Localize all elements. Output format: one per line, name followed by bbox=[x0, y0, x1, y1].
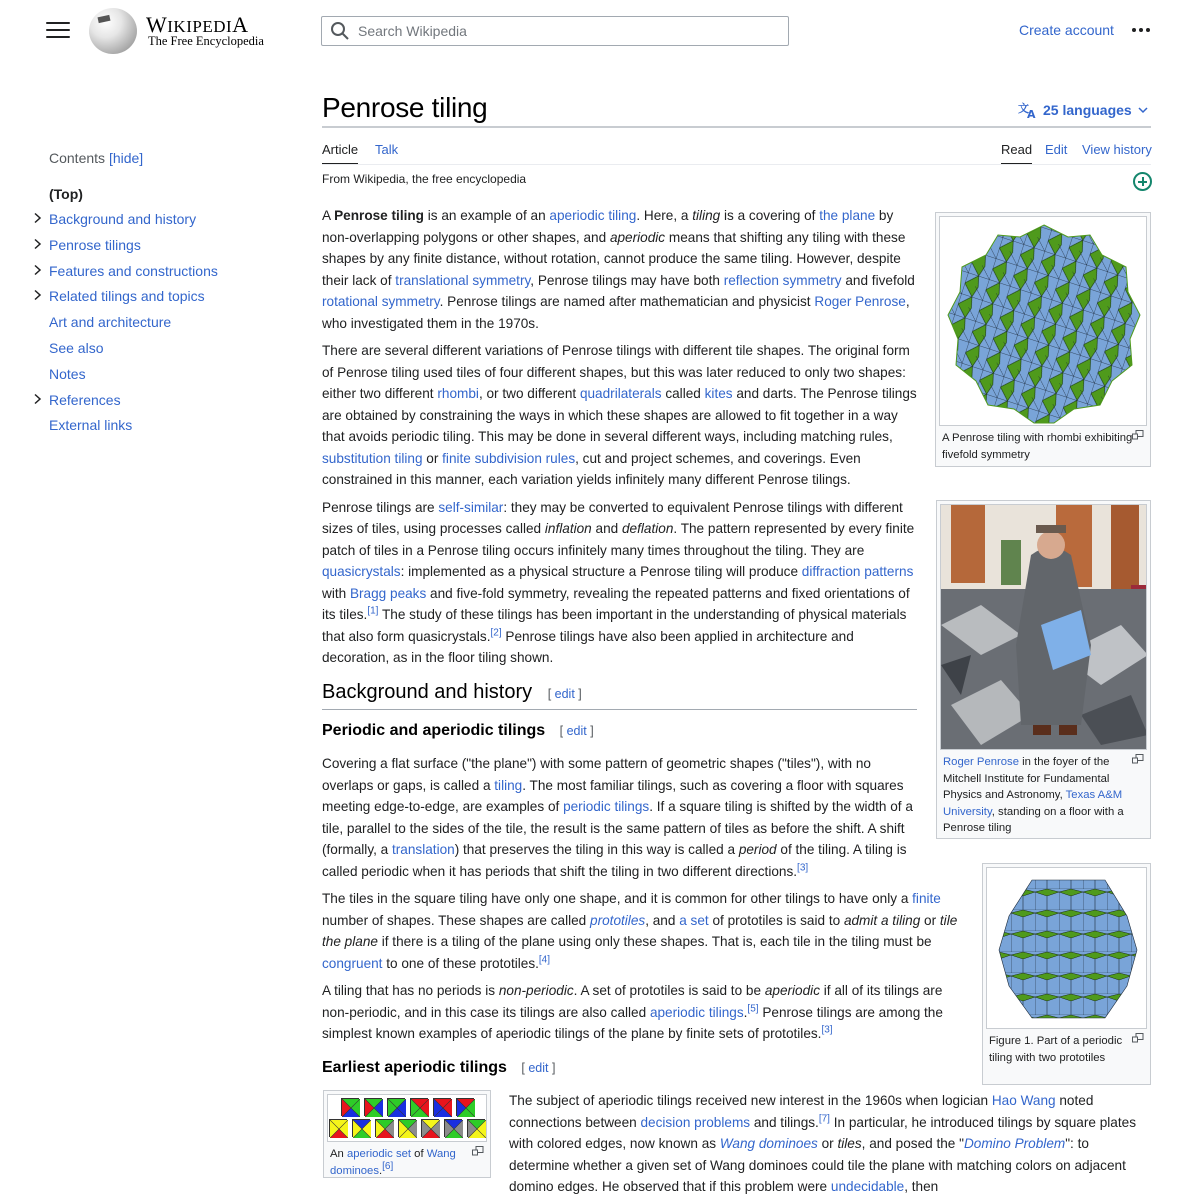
wang-tile bbox=[387, 1098, 405, 1116]
toc-item-label[interactable]: Art and architecture bbox=[49, 314, 172, 331]
tab-read[interactable]: Read bbox=[1001, 142, 1032, 165]
search-input[interactable] bbox=[358, 23, 758, 39]
toc-item-label[interactable]: Background and history bbox=[49, 211, 197, 227]
tab-view-history[interactable]: View history bbox=[1082, 142, 1152, 157]
link-aperiodic-set[interactable]: aperiodic set bbox=[346, 1148, 412, 1160]
link-wang-dominoes[interactable]: Wang dominoes bbox=[719, 1136, 818, 1151]
toc-item-label[interactable]: References bbox=[49, 391, 121, 408]
wang-tiles-row-2 bbox=[328, 1119, 486, 1137]
toc-item-top[interactable]: (Top) bbox=[49, 186, 83, 202]
ellipsis-icon bbox=[1132, 28, 1136, 32]
svg-text:A: A bbox=[1027, 108, 1036, 119]
citation-4[interactable]: [4] bbox=[538, 953, 551, 965]
wang-tile bbox=[456, 1098, 474, 1116]
link-self-similar[interactable]: self-similar bbox=[438, 499, 504, 515]
figure-caption: Roger Penrose in the foyer of the Mitchell Institute for Fundamental Physics and Astronomy, Texas A&M University, standing on a floor with a Penrose tiling bbox=[940, 750, 1147, 839]
lead-paragraph-2: There are several different variations of Penrose tilings with different tile shapes. The original form of Penrose tiling used tiles of four different shapes, but this was later reduced to only two shapes: either two different rhombi, or two different quadrilaterals called kites and darts. The Penrose tilings are obtained by constraining the ways in which these shapes are allowed to fit together in a way that avoids periodic tiling. This may be done in several different ways, including matching rules, substitution tiling or finite subdivision rules, cut and project schemes, and coverings. Even constrained in this manner, each variation yields infinitely many different Penrose tilings. bbox=[322, 343, 917, 487]
link-tiling[interactable]: tiling bbox=[494, 777, 523, 793]
add-to-watchlist-icon[interactable] bbox=[1133, 172, 1152, 191]
link-bragg-peaks[interactable]: Bragg peaks bbox=[349, 585, 427, 601]
ellipsis-icon-dot bbox=[1146, 28, 1150, 32]
more-options-button[interactable] bbox=[1132, 28, 1150, 32]
citation-6[interactable]: [6] bbox=[382, 1160, 394, 1172]
link-aperiodic-tilings[interactable]: aperiodic tilings bbox=[649, 1004, 744, 1020]
figure-roger-penrose-photo bbox=[936, 500, 1151, 839]
link-prototiles[interactable]: prototiles bbox=[590, 912, 646, 928]
figure-caption: An aperiodic set of Wang dominoes.[6] bbox=[327, 1142, 487, 1181]
roger-penrose-photo[interactable] bbox=[940, 504, 1147, 750]
wikipedia-tagline: The Free Encyclopedia bbox=[148, 34, 264, 48]
toc-list bbox=[32, 210, 282, 442]
link-translation[interactable]: translation bbox=[392, 842, 455, 857]
translate-icon bbox=[1018, 101, 1038, 119]
citation-2[interactable]: [2] bbox=[490, 626, 502, 638]
link-domino-problem[interactable]: Domino Problem bbox=[963, 1136, 1066, 1151]
language-selector-button[interactable] bbox=[1018, 101, 1149, 119]
ellipsis-icon-dot bbox=[1139, 28, 1143, 32]
toc-item-see-also[interactable] bbox=[32, 339, 282, 365]
chevron-right-icon[interactable] bbox=[32, 393, 44, 405]
link-congruent[interactable]: congruent bbox=[322, 955, 383, 971]
svg-text:文: 文 bbox=[1018, 102, 1029, 115]
toc-item-art-and-architecture[interactable] bbox=[32, 313, 282, 339]
lead-paragraph-1: A Penrose tiling is an example of an aperiodic tiling. Here, a tiling is a covering of the plane by non-overlapping polygons or other shapes, and aperiodic means that shifting any tiling with these shapes by any finite distance, without rotation, cannot produce the same tiling. However, despite their lack of translational symmetry, Penrose tilings may have both reflection symmetry and fivefold rotational symmetry. Penrose tilings are named after mathematician and physicist Roger Penrose, who investigated them in the 1970s. bbox=[322, 208, 915, 331]
link-quasicrystals[interactable]: quasicrystals bbox=[322, 564, 401, 579]
link-the-plane[interactable]: the plane bbox=[819, 208, 876, 223]
section-heading-periodic bbox=[322, 722, 594, 740]
hamburger-icon-bar bbox=[46, 29, 70, 31]
chevron-right-icon[interactable] bbox=[32, 238, 44, 250]
toc-item-background-and-history[interactable] bbox=[32, 210, 282, 236]
edit-section-button[interactable]: edit bbox=[528, 1061, 549, 1075]
section-edit-link: [ edit ] bbox=[547, 687, 582, 701]
create-account-link[interactable]: Create account bbox=[1019, 22, 1114, 38]
tabs-divider bbox=[322, 164, 1151, 165]
section-periodic-text bbox=[322, 753, 958, 1051]
toc-item-features-and-constructions[interactable] bbox=[32, 262, 282, 288]
periodic-tiling-graphic bbox=[987, 868, 1147, 1029]
wang-tile bbox=[398, 1119, 416, 1137]
enlarge-icon[interactable] bbox=[472, 1146, 484, 1156]
wang-tile bbox=[375, 1119, 393, 1137]
tab-edit[interactable]: Edit bbox=[1045, 142, 1068, 157]
wordmark-w: W bbox=[146, 12, 168, 37]
figure-wang-dominoes bbox=[323, 1090, 491, 1178]
wang-tile bbox=[341, 1098, 359, 1116]
penrose-rhombi-graphic bbox=[940, 217, 1147, 426]
lead-paragraph-3: Penrose tilings are self-similar: they may be converted to equivalent Penrose tilings with different sizes of tiles, using processes called inflation and deflation. The pattern represented by every finite patch of tiles in a Penrose tiling occurs infinitely many times throughout the tiling. They are quasicrystals: implemented as a physical structure a Penrose tiling will produce diffraction patterns with Bragg peaks and five-fold symmetry, revealing the repeated patterns and fixed orientations of its tiles.[1] The study of these tilings has been important in the understanding of physical materials that also form quasicrystals.[2] Penrose tilings have also been applied in architecture and decoration, as in the floor tiling shown. bbox=[322, 499, 915, 665]
link-translational-symmetry[interactable]: translational symmetry bbox=[395, 272, 531, 288]
toc-title: Contents bbox=[49, 150, 106, 166]
toc-header bbox=[32, 150, 282, 166]
link-a-set[interactable]: a set bbox=[679, 912, 709, 928]
article-lead bbox=[322, 205, 917, 675]
toc-item-external-links[interactable] bbox=[32, 416, 282, 442]
bold-term: Penrose tiling bbox=[334, 208, 424, 223]
link-hao-wang[interactable]: Hao Wang bbox=[991, 1093, 1056, 1108]
figure-periodic-tiling bbox=[982, 863, 1151, 1085]
link-rhombi[interactable]: rhombi bbox=[437, 386, 479, 401]
wang-tile bbox=[421, 1119, 439, 1137]
toc-item-label[interactable]: Penrose tilings bbox=[49, 236, 141, 253]
link-aperiodic-tiling[interactable]: aperiodic tiling bbox=[549, 208, 637, 223]
paragraph: A tiling that has no periods is non-periodic. A set of prototiles is said to be aperiodic if all of its tilings are non-periodic, and in this case its tilings are also called aperiodic tilings.[5] Penrose tilings are among the simplest known examples of aperiodic tilings of the plane by finite sets of prototiles.[3] bbox=[322, 983, 943, 1041]
wang-tile bbox=[467, 1119, 485, 1137]
section-edit-link: [ edit ] bbox=[521, 1061, 556, 1075]
chevron-right-icon[interactable] bbox=[32, 264, 44, 276]
link-finite-subdivision-rules[interactable]: finite subdivision rules bbox=[442, 450, 576, 466]
chevron-right-icon[interactable] bbox=[32, 212, 44, 224]
link-kites[interactable]: kites bbox=[704, 386, 733, 401]
link-undecidable[interactable]: undecidable bbox=[830, 1179, 905, 1194]
search-icon bbox=[330, 21, 350, 41]
section-heading-earliest bbox=[322, 1059, 555, 1077]
site-header bbox=[0, 0, 1200, 64]
link-substitution-tiling[interactable]: substitution tiling bbox=[322, 450, 423, 466]
main-menu-button[interactable] bbox=[46, 22, 70, 40]
enlarge-icon[interactable] bbox=[1132, 1033, 1144, 1043]
link-diffraction-patterns[interactable]: diffraction patterns bbox=[801, 564, 914, 579]
toc-hide-button[interactable]: [hide] bbox=[108, 150, 144, 166]
hamburger-icon bbox=[46, 22, 70, 24]
search-box[interactable] bbox=[321, 16, 789, 46]
paragraph: The subject of aperiodic tilings received new interest in the 1960s when logician Hao Wang noted connections between decision problems and tilings.[7] In particular, he introduced tilings by square plates with colored edges, now known as Wang dominoes or tiles, and posed the "Domino Problem": to determine whether a given set of Wang dominoes could tile the plane with matching colors on adjacent domino edges. He observed that if this problem were undecidable, then bbox=[509, 1093, 1136, 1194]
link-rotational-symmetry[interactable]: rotational symmetry bbox=[322, 294, 440, 309]
languages-count: 25 languages bbox=[1043, 102, 1132, 118]
enlarge-icon[interactable] bbox=[1132, 754, 1144, 764]
wikipedia-globe-logo[interactable] bbox=[89, 8, 137, 54]
wang-tiles-row-1 bbox=[328, 1098, 486, 1116]
link-wang-dominoes-caption[interactable]: Wang dominoes bbox=[330, 1148, 456, 1177]
figure-caption: Figure 1. Part of a periodic tiling with two prototiles bbox=[986, 1029, 1147, 1068]
link-periodic-tilings[interactable]: periodic tilings bbox=[563, 799, 650, 814]
citation-1[interactable]: [1] bbox=[367, 605, 379, 617]
edit-section-button[interactable]: edit bbox=[566, 724, 587, 738]
paragraph: Covering a flat surface ("the plane") with some pattern of geometric shapes ("tiles"), with no overlaps or gaps, is called a tiling. The most familiar tilings, such as covering a floor with squares meeting edge-to-edge, are examples of periodic tilings. If a square tiling is shifted by the width of a tile, parallel to the sides of the tile, the result is the same pattern of tiles as before the shift. A shift (formally, a translation) that preserves the tiling in this way is called a period of the tiling. A tiling is called periodic when it has periods that shift the tiling in two different directions.[3] bbox=[322, 756, 913, 879]
toc-item-related-tilings-and-topics[interactable] bbox=[32, 287, 282, 313]
link-quadrilaterals[interactable]: quadrilaterals bbox=[579, 386, 662, 401]
site-tagline: From Wikipedia, the free encyclopedia bbox=[322, 172, 527, 186]
toc-item-label[interactable]: See also bbox=[49, 339, 104, 356]
heading-text: Periodic and aperiodic tilings bbox=[322, 722, 546, 739]
tab-article[interactable]: Article bbox=[322, 142, 358, 165]
link-roger-penrose[interactable]: Roger Penrose bbox=[814, 294, 906, 309]
wang-tile bbox=[444, 1119, 462, 1137]
table-of-contents bbox=[32, 150, 282, 442]
wang-tile bbox=[433, 1098, 451, 1116]
enlarge-icon[interactable] bbox=[1132, 430, 1144, 440]
citation-5[interactable]: [5] bbox=[747, 1002, 759, 1014]
wang-dominoes-image[interactable] bbox=[327, 1094, 487, 1142]
figure-penrose-rhombi bbox=[935, 212, 1151, 467]
edit-section-button[interactable]: edit bbox=[554, 687, 575, 701]
heading-text: Background and history bbox=[322, 681, 533, 703]
citation-3[interactable]: [3] bbox=[797, 861, 809, 873]
page-title: Penrose tiling bbox=[322, 92, 488, 123]
section-earliest-text bbox=[509, 1090, 1149, 1200]
wang-tile bbox=[410, 1098, 428, 1116]
toc-item-notes[interactable] bbox=[32, 365, 282, 391]
wordmark-middle: IKIPEDI bbox=[167, 17, 233, 36]
link-decision-problems[interactable]: decision problems bbox=[640, 1114, 751, 1130]
link-roger-penrose-caption[interactable]: Roger Penrose bbox=[943, 756, 1019, 768]
chevron-right-icon[interactable] bbox=[32, 289, 44, 301]
figure-caption: A Penrose tiling with rhombi exhibiting fivefold symmetry bbox=[939, 426, 1147, 465]
title-divider bbox=[322, 126, 1151, 128]
toc-item-label[interactable]: Features and constructions bbox=[49, 262, 218, 279]
link-reflection-symmetry[interactable]: reflection symmetry bbox=[723, 272, 842, 288]
toc-item-label[interactable]: Notes bbox=[49, 365, 86, 382]
hamburger-icon-bar bbox=[46, 36, 70, 38]
toc-item-label[interactable]: Related tilings and topics bbox=[49, 288, 205, 305]
foyer-photo-graphic bbox=[941, 505, 1147, 750]
wang-tile bbox=[364, 1098, 382, 1116]
citation-3[interactable]: [3] bbox=[821, 1024, 833, 1036]
citation-7[interactable]: [7] bbox=[818, 1112, 830, 1124]
section-edit-link: [ edit ] bbox=[559, 724, 594, 738]
link-texas-am[interactable]: Texas A&M University bbox=[943, 789, 1123, 818]
paragraph: The tiles in the square tiling have only one shape, and it is common for other tilings to have only a finite number of shapes. These shapes are called prototiles, and a set of prototiles is said to admit a tiling or tile the plane if there is a tiling of the plane using only these shapes. That is, each tile in the tiling must be congruent to one of these prototiles.[4] bbox=[322, 891, 958, 971]
toc-item-references[interactable] bbox=[32, 391, 282, 417]
toc-item-label[interactable]: External links bbox=[49, 417, 133, 434]
tab-talk[interactable]: Talk bbox=[375, 142, 399, 157]
toc-item-penrose-tilings[interactable] bbox=[32, 236, 282, 262]
chevron-down-icon bbox=[1137, 104, 1149, 116]
heading-text: Earliest aperiodic tilings bbox=[322, 1059, 507, 1076]
wang-tile bbox=[352, 1119, 370, 1137]
periodic-tiling-image[interactable] bbox=[986, 867, 1147, 1029]
penrose-tiling-image[interactable] bbox=[939, 216, 1147, 426]
link-finite[interactable]: finite bbox=[912, 891, 941, 906]
wang-tile bbox=[329, 1119, 347, 1137]
wordmark-a: A bbox=[232, 12, 249, 37]
section-heading-background bbox=[322, 681, 917, 710]
